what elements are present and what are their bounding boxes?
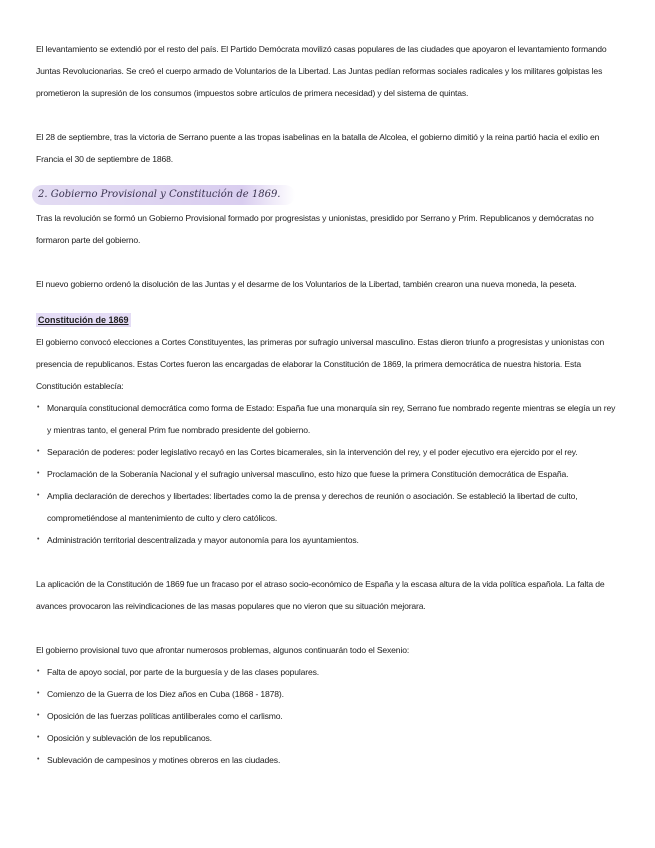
paragraph-elecciones: El gobierno convocó elecciones a Cortes Constituyentes, las primeras por sufragio universal masculino. Estas dieron triunfo a progresistas y unionistas con presencia de republicanos. Estas Cortes fueron las encargadas de elaborar la Constitución de 1869, la primera democrática de nuestra historia. Esta Constitución establecía: [36,337,605,391]
list-item: • Administración territorial descentralizada y mayor autonomía para los ayuntamientos. [36,529,621,551]
paragraph-aplicacion: La aplicación de la Constitución de 1869 fue un fracaso por el atraso socio-económico de España y la escasa altura de la vida política española. La falta de avances provocaron las reivindicaciones de las masas populares que no vieron que su situación mejorara. [36,579,605,611]
list-item: • Falta de apoyo social, por parte de la burguesía y de las clases populares. [36,661,621,683]
paragraph-problemas: El gobierno provisional tuvo que afrontar numerosos problemas, algunos continuarán todo el Sexenio: [36,645,410,655]
section-heading-gobierno-provisional: 2. Gobierno Provisional y Constitución de 1869. [32,185,295,205]
list-item: • Comienzo de la Guerra de los Diez años en Cuba (1868 - 1878). [36,683,621,705]
list-item: • Oposición y sublevación de los republicanos. [36,727,621,749]
paragraph-levantamiento: El levantamiento se extendió por el resto del país. El Partido Demócrata movilizó casas populares de las ciudades que apoyaron el levantamiento formando Juntas Revolucionarias. Se creó el cuerpo armado de Voluntarios de la Libertad. Las Juntas pedían reformas sociales radicales y los militares golpistas les prometieron la supresión de los consumos (impuestos sobre artículos de primera necesidad) y del sistema de quintas. [36,44,607,98]
problems-list [36,661,621,771]
list-item: • Sublevación de campesinos y motines obreros en las ciudades. [36,749,621,771]
constitution-list [36,397,621,551]
list-item: • Monarquía constitucional democrática como forma de Estado: España fue una monarquía sin rey, Serrano fue nombrado regente mientras se elegía un rey y mientras tanto, el general Prim fue nombrado presidente del gobierno. [36,397,621,441]
list-item: • Separación de poderes: poder legislativo recayó en las Cortes bicamerales, sin la intervención del rey, y el poder ejecutivo era ejercido por el rey. [36,441,621,463]
list-item: • Oposición de las fuerzas políticas antiliberales como el carlismo. [36,705,621,727]
paragraph-alcolea: El 28 de septiembre, tras la victoria de Serrano puente a las tropas isabelinas en la batalla de Alcolea, el gobierno dimitió y la reina partió hacia el exilio en Francia el 30 de septiembre de 1868. [36,132,600,164]
paragraph-nuevo-gobierno: El nuevo gobierno ordenó la disolución de las Juntas y el desarme de los Voluntarios de la Libertad, también crearon una nueva moneda, la peseta. [36,279,577,289]
sub-heading-constitucion-1869: Constitución de 1869 [38,315,129,325]
list-item: • Amplia declaración de derechos y libertades: libertades como la de prensa y derechos de reunión o asociación. Se estableció la libertad de culto, comprometiéndose al mantenimiento de culto y clero católicos. [36,485,621,529]
paragraph-gobierno-provisional: Tras la revolución se formó un Gobierno Provisional formado por progresistas y unionistas, presidido por Serrano y Prim. Republicanos y demócratas no formaron parte del gobierno. [36,213,594,245]
list-item: • Proclamación de la Soberanía Nacional y el sufragio universal masculino, esto hizo que fuese la primera Constitución democrática de España. [36,463,621,485]
